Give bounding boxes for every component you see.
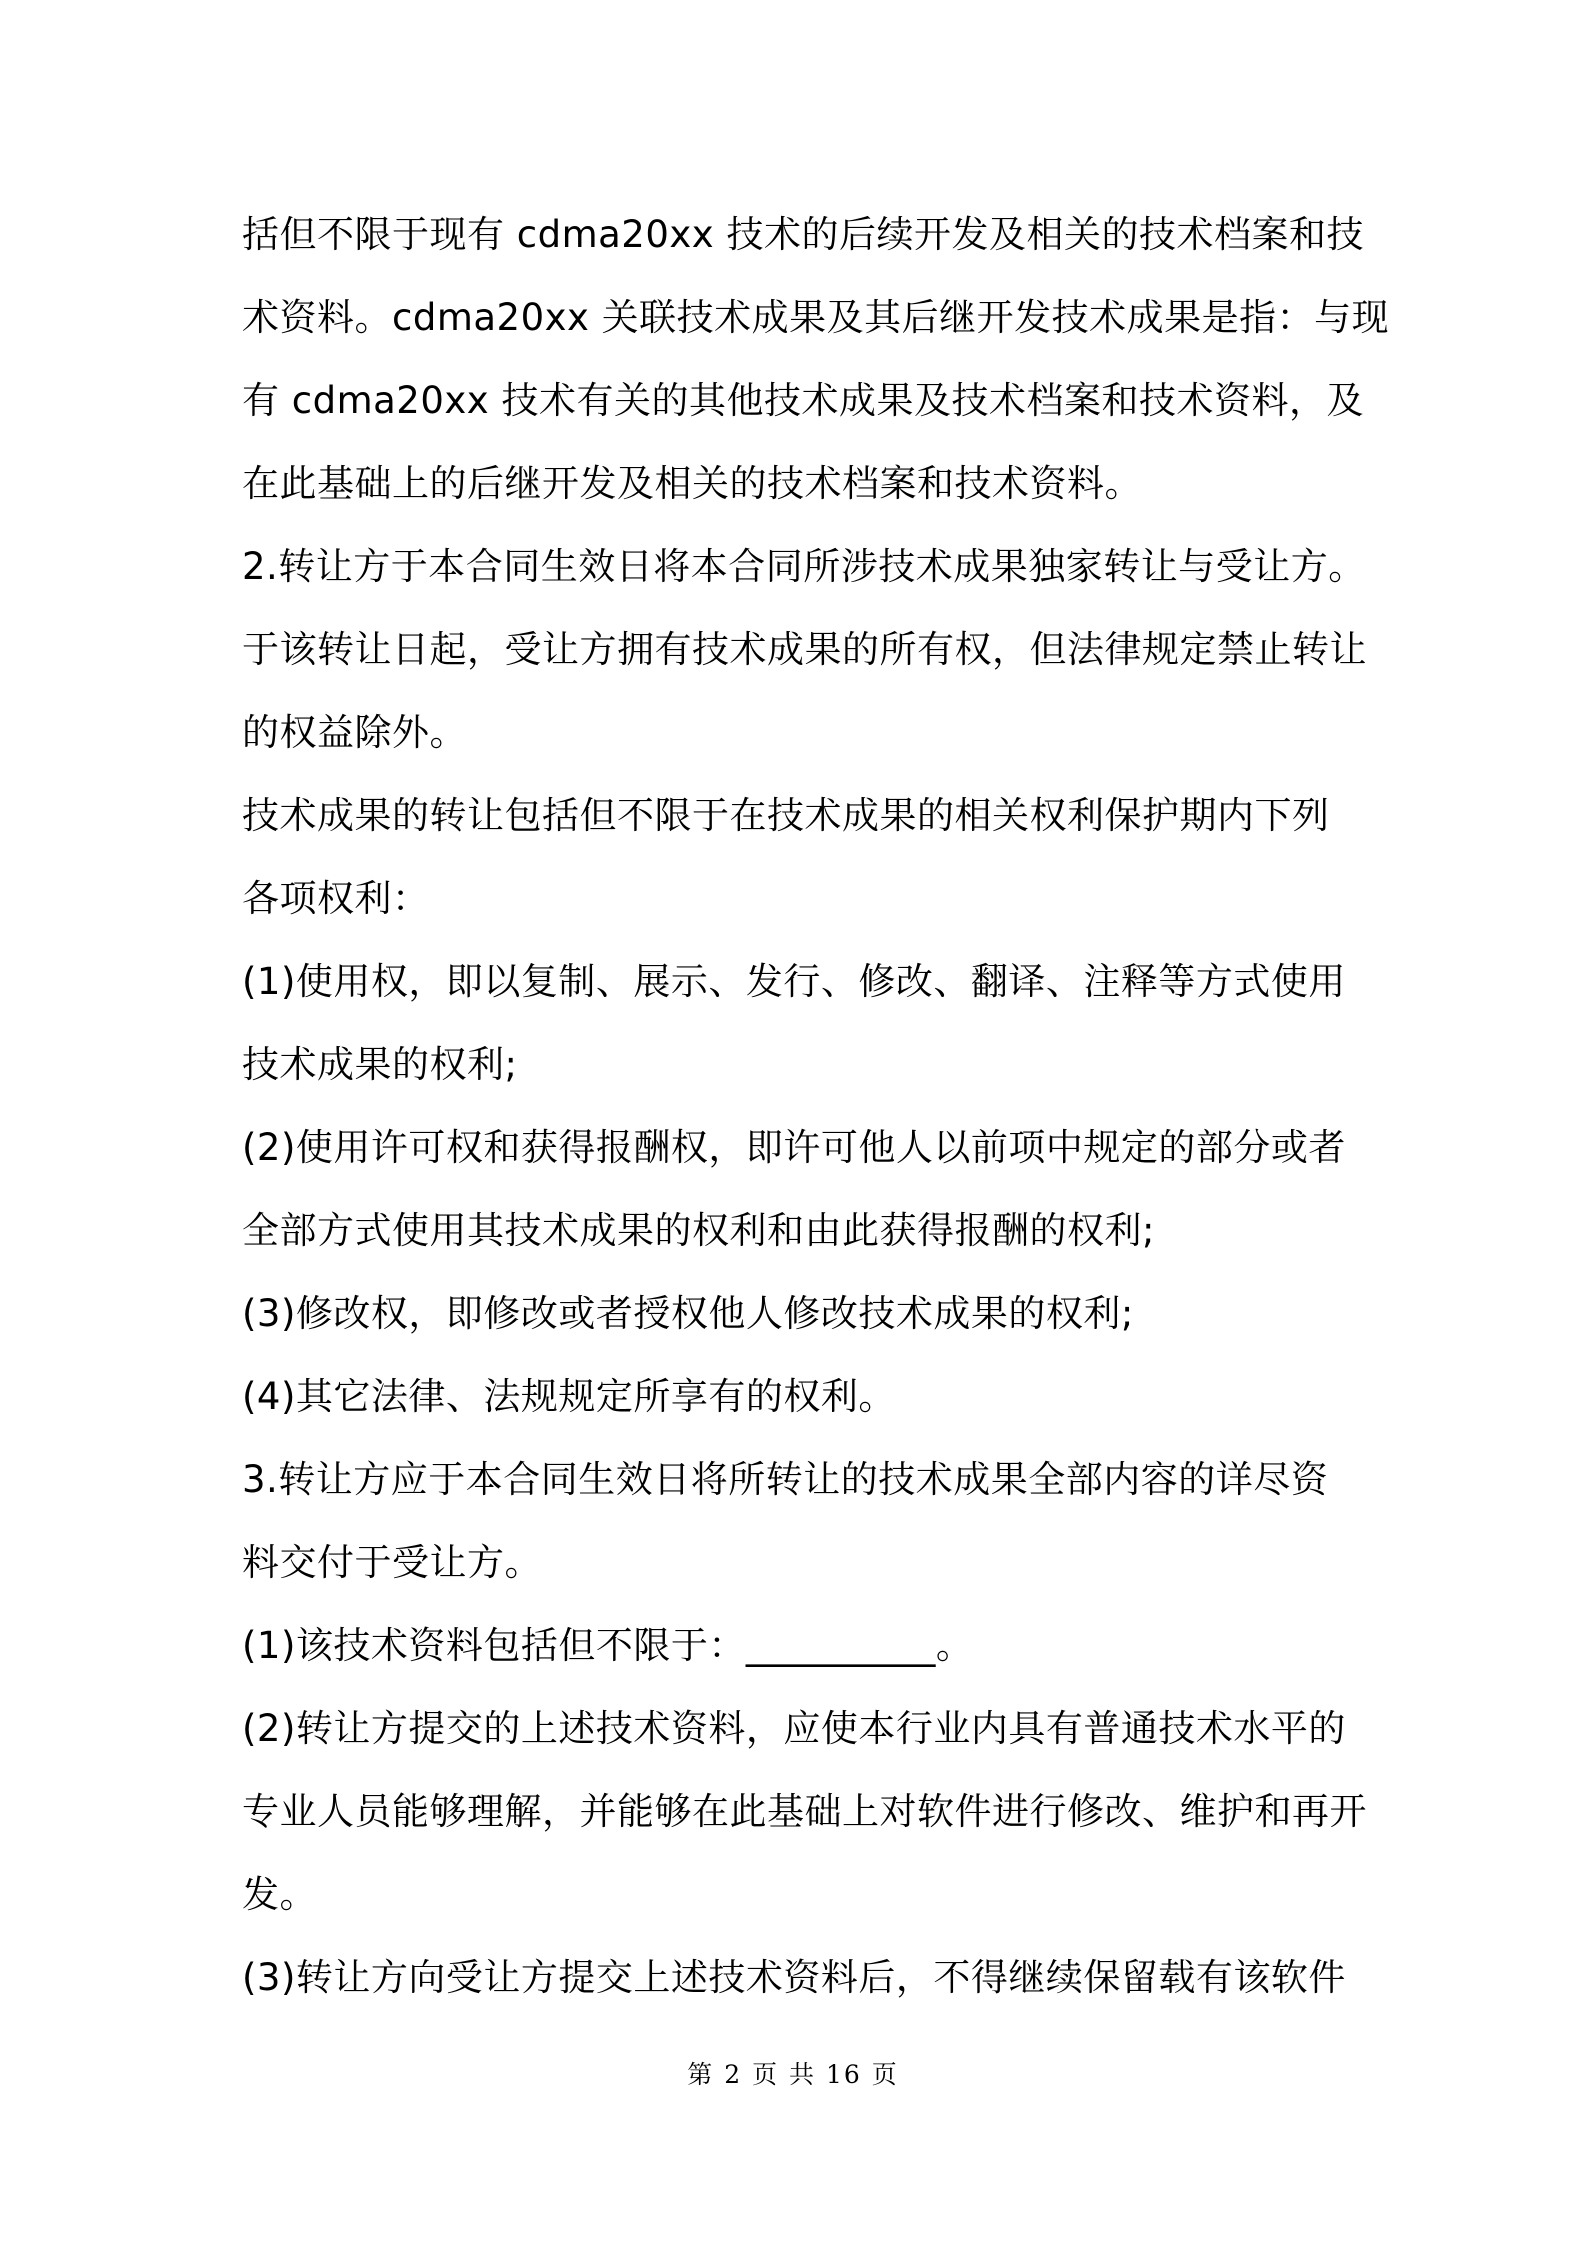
text-line: 术资料。cdma20xx 关联技术成果及其后继开发技术成果是指：与现	[242, 296, 1390, 339]
text-line: (3)转让方向受让方提交上述技术资料后，不得继续保留载有该软件	[242, 1956, 1346, 1999]
text-line: 专业人员能够理解，并能够在此基础上对软件进行修改、维护和再开	[242, 1790, 1367, 1833]
text-line: (2)使用许可权和获得报酬权，即许可他人以前项中规定的部分或者	[242, 1126, 1346, 1169]
text-line: 在此基础上的后继开发及相关的技术档案和技术资料。	[242, 462, 1142, 505]
text-line: 于该转让日起，受让方拥有技术成果的所有权，但法律规定禁止转让	[242, 628, 1367, 671]
text-line: 全部方式使用其技术成果的权利和由此获得报酬的权利;	[242, 1209, 1155, 1252]
text-line: (2)转让方提交的上述技术资料，应使本行业内具有普通技术水平的	[242, 1707, 1346, 1750]
text-line: 发。	[242, 1873, 317, 1916]
text-line: 料交付于受让方。	[242, 1541, 542, 1584]
text-line: 技术成果的权利;	[242, 1043, 518, 1086]
document-body	[242, 193, 1390, 2019]
text-line: 括但不限于现有 cdma20xx 技术的后续开发及相关的技术档案和技	[242, 213, 1364, 256]
text-line: 技术成果的转让包括但不限于在技术成果的相关权利保护期内下列	[242, 794, 1330, 837]
text-line: 的权益除外。	[242, 711, 467, 754]
text-line: (4)其它法律、法规规定所享有的权利。	[242, 1375, 896, 1418]
text-line: 2.转让方于本合同生效日将本合同所涉技术成果独家转让与受让方。	[242, 545, 1366, 588]
text-line: (1)使用权，即以复制、展示、发行、修改、翻译、注释等方式使用	[242, 960, 1346, 1003]
text-line: 有 cdma20xx 技术有关的其他技术成果及技术档案和技术资料，及	[242, 379, 1364, 422]
text-line: 3.转让方应于本合同生效日将所转让的技术成果全部内容的详尽资	[242, 1458, 1329, 1501]
text-line: 各项权利：	[242, 877, 430, 920]
text-line: (1)该技术资料包括但不限于：__________。	[242, 1624, 974, 1667]
text-line: (3)修改权，即修改或者授权他人修改技术成果的权利;	[242, 1292, 1134, 1335]
page-number-footer: 第 2 页 共 16 页	[687, 2060, 899, 2089]
